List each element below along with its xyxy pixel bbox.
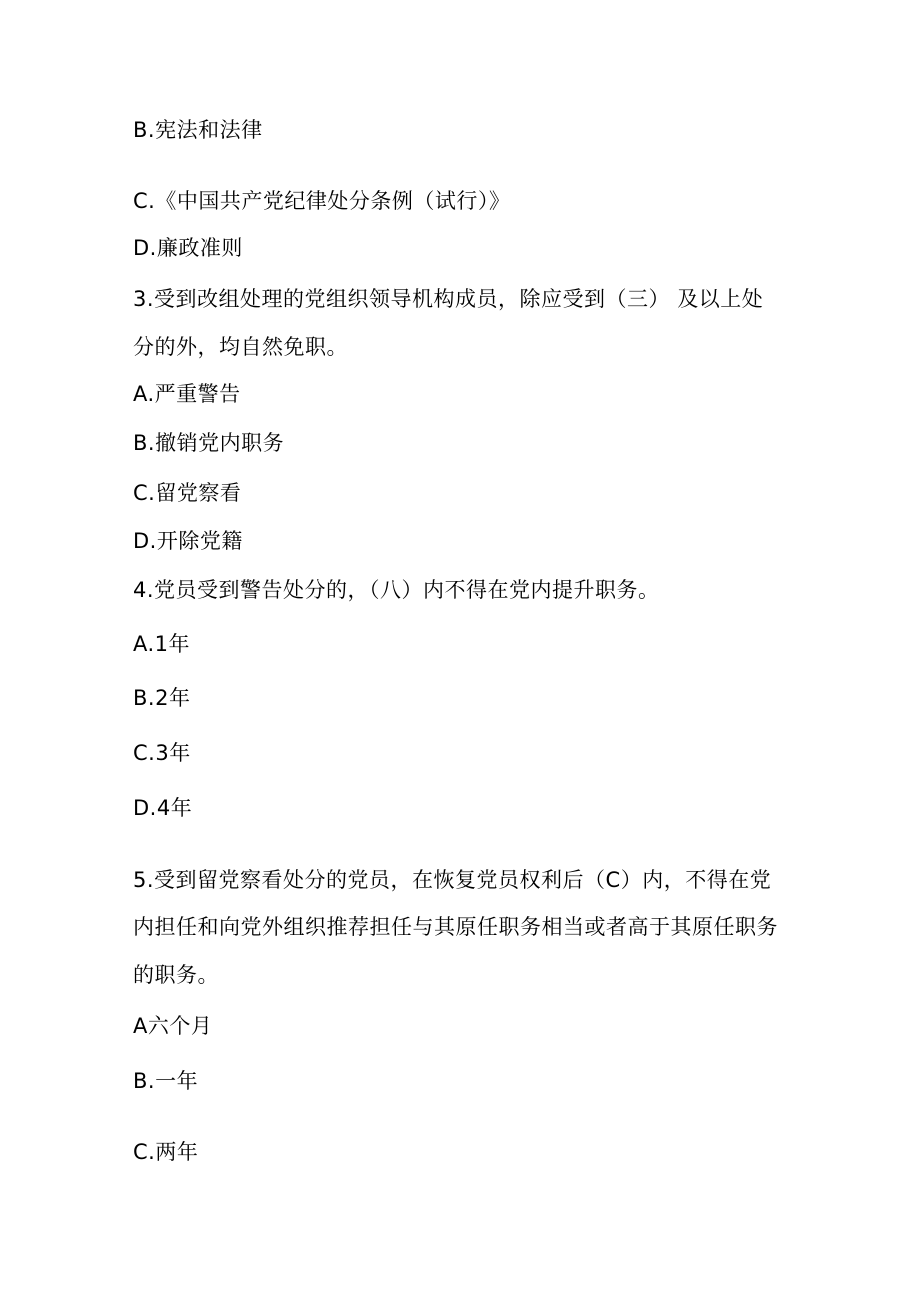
q4-option-a: A.1年: [133, 632, 191, 656]
q4-option-c: C.3年: [133, 741, 191, 765]
question-5-line-3: 的职务。: [133, 963, 219, 987]
option-b-constitution-law: B.宪法和法律: [133, 118, 263, 142]
q5-option-c: C.两年: [133, 1140, 199, 1164]
question-4: 4.党员受到警告处分的，（八）内不得在党内提升职务。: [133, 578, 660, 602]
option-c-discipline-regulation: C.《中国共产党纪律处分条例（试行）》: [133, 189, 511, 213]
q3-option-a: A.严重警告: [133, 382, 241, 406]
option-d-integrity-guidelines: D.廉政准则: [133, 236, 243, 260]
q3-option-b: B.撤销党内职务: [133, 431, 285, 455]
q4-option-b: B.2年: [133, 686, 191, 710]
question-3-line-1: 3.受到改组处理的党组织领导机构成员，除应受到（三） 及以上处: [133, 287, 764, 311]
q3-option-d: D.开除党籍: [133, 529, 243, 553]
q4-option-d: D.4年: [133, 796, 193, 820]
q5-option-b: B.一年: [133, 1069, 199, 1093]
q5-option-a: A六个月: [133, 1014, 213, 1038]
question-5-line-1: 5.受到留党察看处分的党员，在恢复党员权利后（C）内，不得在党: [133, 868, 772, 892]
q3-option-c: C.留党察看: [133, 481, 242, 505]
question-3-line-2: 分的外，均自然免职。: [133, 335, 348, 359]
question-5-line-2: 内担任和向党外组织推荐担任与其原任职务相当或者高于其原任职务: [133, 915, 778, 939]
